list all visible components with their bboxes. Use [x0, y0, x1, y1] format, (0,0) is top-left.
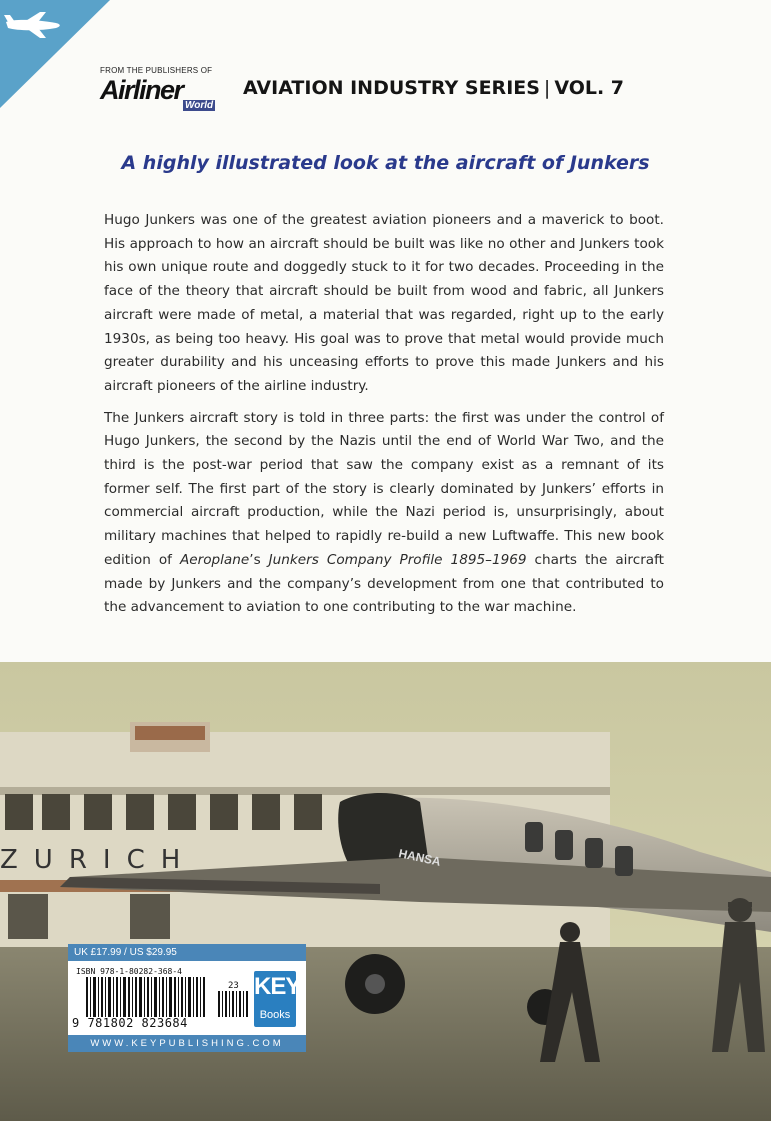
blurb-paragraph-2-part-1: The Junkers aircraft story is told in three parts: the first was under the control of Hugo Junkers, the second by the Nazis until the end of World War Two, and the third is the post-war period that saw the company exist as a remnant of its former self. The first part of the story is clearly dominated by Junkers’ efforts in commercial aircraft production, while the Nazi period is, unsurprisingly, about military machines that helped to rapidly re-build a new Luftwaffe. This new book edition of [104, 409, 664, 568]
key-logo-word: KEY [254, 973, 301, 1000]
blurb-paragraph-2-part-2: ’s [249, 551, 269, 568]
barcode-number: 9 781802 823684 [72, 1016, 188, 1030]
isbn-label: ISBN 978-1-80282-368-4 [76, 967, 182, 976]
airliner-world-logo-sub: World [185, 100, 214, 111]
blurb-paragraph-2 [104, 407, 664, 620]
blurb-paragraph-2-part-3: charts the aircraft made by Junkers and the company’s development from one that contributed to the advancement to aviation to one contributing to the war machine. [104, 551, 664, 616]
price-barcode-box [68, 944, 306, 1052]
key-logo-sub: Books [259, 1009, 291, 1021]
magazine-title: Aeroplane [179, 551, 250, 568]
fuselage-text: HANSA [397, 846, 443, 869]
series-separator: | [543, 77, 551, 99]
key-books-logo [254, 971, 301, 1027]
series-name: AVIATION INDUSTRY SERIES [243, 77, 540, 99]
cover-photo [0, 662, 771, 1121]
website-url: WWW.KEYPUBLISHING.COM [68, 1035, 306, 1052]
airliner-world-logo: Airliner [100, 75, 183, 105]
blurb-paragraph-1: Hugo Junkers was one of the greatest aviation pioneers and a maverick to boot. His approach to how an aircraft should be built was like no other and Junkers took his own unique route and doggedly stuck to it for two decades. Proceeding in the face of the theory that aircraft should be built from wood and fabric, all Junkers aircraft were made of metal, a material that was regarded, right up to the early 1930s, as being too heavy. His goal was to prove that metal would provide much greater durability and his unceasing efforts to prove this made Junkers and his aircraft pioneers of the airline industry. [104, 212, 664, 394]
tagline: A highly illustrated look at the aircraft of Junkers [121, 152, 650, 174]
publisher-mark [100, 66, 220, 111]
blurb-text [104, 209, 664, 628]
series-title [243, 77, 624, 99]
price-label: UK £17.99 / US $29.95 [68, 944, 306, 961]
series-volume: VOL. 7 [554, 77, 625, 99]
book-title: Junkers Company Profile 1895–1969 [268, 551, 527, 568]
building-sign: ZURICH [0, 845, 197, 875]
publisher-prefix: FROM THE PUBLISHERS OF [100, 66, 213, 75]
barcode-addon: 23 [228, 981, 239, 991]
